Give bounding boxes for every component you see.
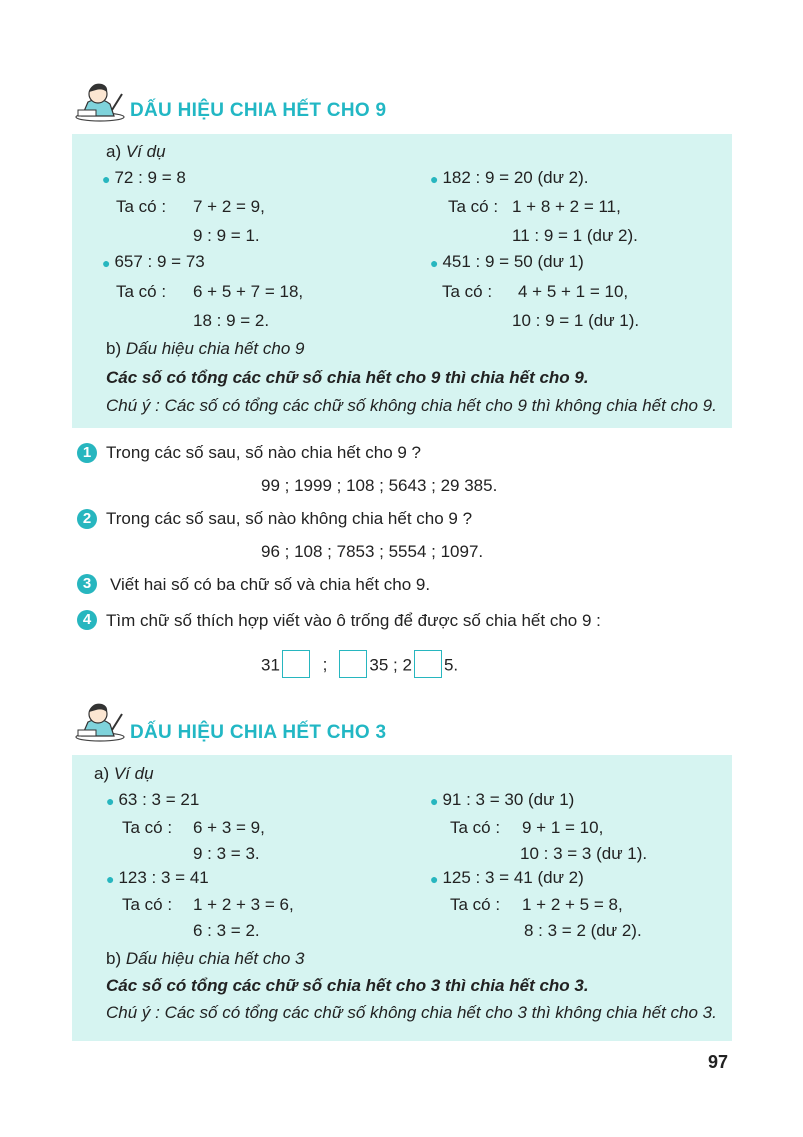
bullet-icon: ●	[106, 871, 115, 887]
step-expr: 10 : 9 = 1 (dư 1).	[512, 311, 640, 330]
example-box-3	[72, 755, 732, 1041]
rule-text: Các số có tổng các chữ số chia hết cho 9 thì chia hết cho 9.	[106, 368, 589, 387]
step-expr: 9 : 9 = 1.	[193, 226, 260, 245]
step-label: Ta có :	[116, 282, 167, 301]
exercise-text-1: Trong các số sau, số nào chia hết cho 9 ?	[106, 443, 422, 462]
bullet-icon: ●	[430, 171, 439, 187]
bullet-icon: ●	[430, 793, 439, 809]
step-expr: 11 : 9 = 1 (dư 2).	[512, 226, 638, 245]
step-expr: 18 : 9 = 2.	[193, 311, 270, 330]
exercise-values-1: 99 ; 1999 ; 108 ; 5643 ; 29 385.	[261, 476, 498, 495]
step-label: Ta có :	[442, 282, 493, 301]
section-title-9: DẤU HIỆU CHIA HẾT CHO 9	[130, 100, 387, 121]
fill-part: 31	[261, 655, 280, 675]
step-expr: 8 : 3 = 2 (dư 2).	[524, 921, 642, 940]
example-right-1: ● 91 : 3 = 30 (dư 1)	[430, 790, 575, 809]
step-label: Ta có :	[450, 818, 501, 837]
example-right-2: ● 451 : 9 = 50 (dư 1)	[430, 252, 584, 271]
example-right-1: ● 182 : 9 = 20 (dư 2).	[430, 168, 589, 187]
exercise-number-2: 2	[77, 509, 97, 529]
example-left-2: ● 657 : 9 = 73	[102, 252, 205, 271]
exercise-number-4: 4	[77, 610, 97, 630]
bullet-icon: ●	[430, 871, 439, 887]
student-writing-icon	[74, 80, 126, 122]
step-expr: 6 : 3 = 2.	[193, 921, 260, 940]
step-expr: 6 + 3 = 9,	[193, 818, 265, 837]
bullet-icon: ●	[102, 171, 111, 187]
example-left-1: ● 63 : 3 = 21	[106, 790, 200, 809]
fill-part: 35 ; 2	[369, 655, 412, 675]
exercise-text-4: Tìm chữ số thích hợp viết vào ô trống để được số chia hết cho 9 :	[106, 611, 601, 630]
exercise-number-1: 1	[77, 443, 97, 463]
step-label: Ta có :	[122, 895, 173, 914]
bullet-icon: ●	[102, 255, 111, 271]
fill-part: 5.	[443, 655, 459, 675]
answer-box[interactable]	[339, 650, 367, 678]
rule-heading: b) Dấu hiệu chia hết cho 9	[106, 339, 305, 358]
example-left-1: ● 72 : 9 = 8	[102, 168, 186, 187]
step-label: Ta có :	[116, 197, 167, 216]
step-expr: 7 + 2 = 9,	[193, 197, 265, 216]
section-title-3: DẤU HIỆU CHIA HẾT CHO 3	[130, 722, 387, 743]
page-number: 97	[708, 1052, 729, 1072]
step-expr: 9 : 3 = 3.	[193, 844, 260, 863]
step-expr: 10 : 3 = 3 (dư 1).	[520, 844, 648, 863]
step-expr: 6 + 5 + 7 = 18,	[193, 282, 304, 301]
student-writing-icon	[74, 700, 126, 742]
bullet-icon: ●	[106, 793, 115, 809]
step-expr: 9 + 1 = 10,	[522, 818, 604, 837]
rule-text: Các số có tổng các chữ số chia hết cho 3 thì chia hết cho 3.	[106, 976, 589, 995]
example-box-9	[72, 134, 732, 428]
answer-box[interactable]	[282, 650, 310, 678]
example-left-2: ● 123 : 3 = 41	[106, 868, 209, 887]
step-label: Ta có :	[448, 197, 499, 216]
exercise-values-2: 96 ; 108 ; 7853 ; 5554 ; 1097.	[261, 542, 484, 561]
exercise-number-3: 3	[77, 574, 97, 594]
example-heading: a) Ví dụ	[94, 764, 154, 783]
step-expr: 1 + 8 + 2 = 11,	[512, 197, 621, 216]
example-heading: a) Ví dụ	[106, 142, 166, 161]
bullet-icon: ●	[430, 255, 439, 271]
note-text: Chú ý : Các số có tổng các chữ số không chia hết cho 9 thì không chia hết cho 9.	[106, 396, 717, 415]
exercise-text-2: Trong các số sau, số nào không chia hết cho 9 ?	[106, 509, 473, 528]
fill-separator: ;	[322, 655, 328, 675]
step-expr: 1 + 2 + 3 = 6,	[193, 895, 294, 914]
step-expr: 1 + 2 + 5 = 8,	[522, 895, 623, 914]
note-text: Chú ý : Các số có tổng các chữ số không chia hết cho 3 thì không chia hết cho 3.	[106, 1003, 717, 1022]
rule-heading: b) Dấu hiệu chia hết cho 3	[106, 949, 305, 968]
exercise-4-fill-row	[261, 652, 458, 680]
answer-box[interactable]	[414, 650, 442, 678]
exercise-text-3: Viết hai số có ba chữ số và chia hết cho 9.	[110, 575, 431, 594]
step-label: Ta có :	[122, 818, 173, 837]
step-expr: 4 + 5 + 1 = 10,	[518, 282, 629, 301]
step-label: Ta có :	[450, 895, 501, 914]
example-right-2: ● 125 : 3 = 41 (dư 2)	[430, 868, 584, 887]
